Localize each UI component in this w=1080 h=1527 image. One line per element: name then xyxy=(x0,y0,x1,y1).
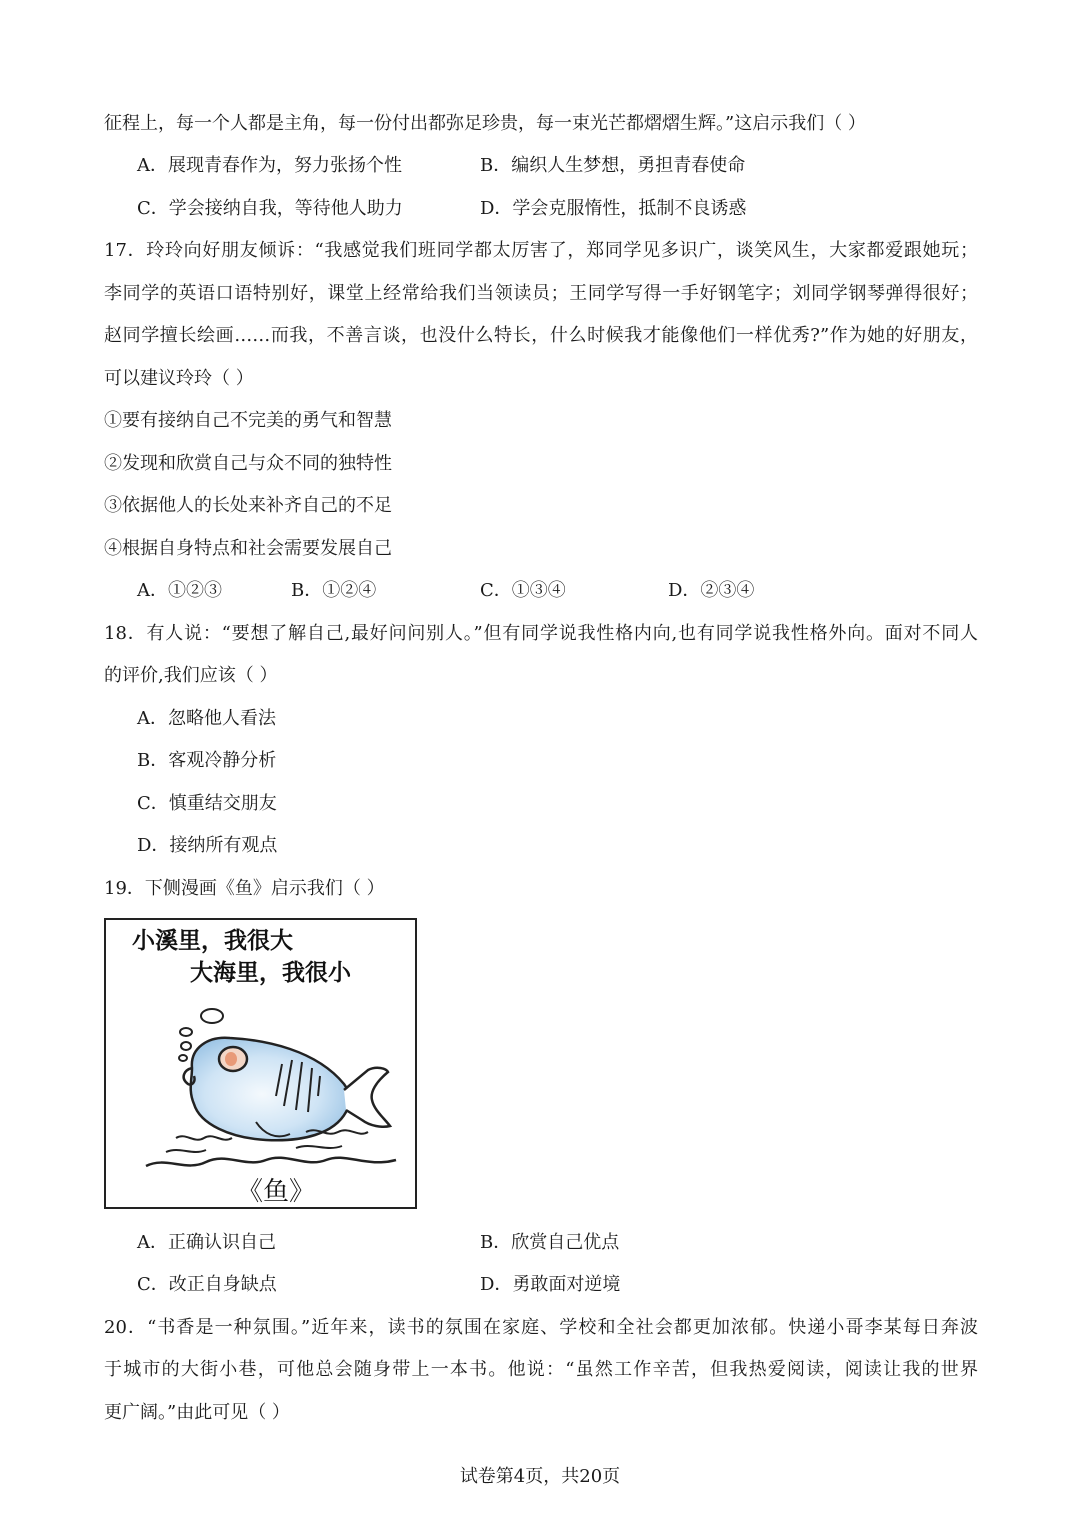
fish-body xyxy=(191,1038,350,1141)
page-footer: 试卷第4页，共20页 xyxy=(459,1466,621,1487)
q17-stem-line: 可以建议玲玲（ ） xyxy=(104,368,254,389)
wave-line xyxy=(166,1150,206,1152)
q17-item-4: ④根据自身特点和社会需要发展自己 xyxy=(104,538,392,559)
q16-option-c[interactable]: C．学会接纳自我，等待他人助力 xyxy=(137,198,403,219)
bubble-icon xyxy=(201,1009,223,1023)
q16-option-b[interactable]: B．编织人生梦想，勇担青春使命 xyxy=(480,155,746,176)
q20-stem-line: 更广阔。”由此可见（ ） xyxy=(104,1402,290,1423)
cartoon-caption-1: 小溪里，我很大 xyxy=(132,928,293,954)
fish-pupil xyxy=(225,1052,237,1066)
q19-option-c[interactable]: C．改正自身缺点 xyxy=(137,1274,277,1295)
q19-stem: 19．下侧漫画《鱼》启示我们（ ） xyxy=(104,878,385,899)
bubble-icon xyxy=(179,1055,187,1061)
wave-line xyxy=(176,1136,232,1139)
q17-stem-line: 17．玲玲向好朋友倾诉：“我感觉我们班同学都太厉害了，郑同学见多识广，谈笑风生，大家都爱跟她玩； xyxy=(104,240,978,261)
bubble-icon xyxy=(180,1028,192,1036)
q18-option-a[interactable]: A．忽略他人看法 xyxy=(137,708,276,729)
cartoon-title: 《鱼》 xyxy=(237,1177,316,1207)
q17-option-b[interactable]: B．①②④ xyxy=(291,580,377,601)
q17-stem-line: 李同学的英语口语特别好，课堂上经常给我们当领读员；王同学写得一手好钢笔字；刘同学钢琴弹得很好； xyxy=(104,283,978,304)
q16-stem: 征程上，每一个人都是主角，每一份付出都弥足珍贵，每一束光芒都熠熠生辉。”这启示我们（ ） xyxy=(104,113,866,134)
q18-option-c[interactable]: C．慎重结交朋友 xyxy=(137,793,277,814)
fish-tail xyxy=(344,1068,390,1127)
q19-option-a[interactable]: A．正确认识自己 xyxy=(137,1232,276,1253)
q17-option-c[interactable]: C．①③④ xyxy=(480,580,566,601)
wave-line xyxy=(146,1158,396,1166)
q18-option-d[interactable]: D．接纳所有观点 xyxy=(137,835,278,856)
q17-option-a[interactable]: A．①②③ xyxy=(137,580,222,601)
q16-option-d[interactable]: D．学会克服惰性，抵制不良诱惑 xyxy=(480,198,747,219)
q17-item-1: ①要有接纳自己不完美的勇气和智慧 xyxy=(104,410,392,431)
wave-line xyxy=(296,1146,342,1148)
fish-cartoon xyxy=(104,918,417,1209)
q17-item-2: ②发现和欣赏自己与众不同的独特性 xyxy=(104,453,392,474)
q16-option-a[interactable]: A．展现青春作为，努力张扬个性 xyxy=(137,155,402,176)
q17-option-d[interactable]: D．②③④ xyxy=(668,580,755,601)
q17-item-3: ③依据他人的长处来补齐自己的不足 xyxy=(104,495,392,516)
q20-stem-line: 20．“书香是一种氛围。”近年来，读书的氛围在家庭、学校和全社会都更加浓郁。快递小哥李某每日奔波 xyxy=(104,1317,978,1338)
q18-stem-line: 的评价,我们应该（ ） xyxy=(104,665,278,686)
cartoon-caption-2: 大海里，我很小 xyxy=(190,960,351,986)
q20-stem-line: 于城市的大街小巷，可他总会随身带上一本书。他说：“虽然工作辛苦，但我热爱阅读，阅读让我的世界 xyxy=(104,1359,978,1380)
q18-option-b[interactable]: B．客观冷静分析 xyxy=(137,750,277,771)
fish-cartoon-drawing xyxy=(106,920,415,1207)
q17-stem-line: 赵同学擅长绘画……而我，不善言谈，也没什么特长，什么时候我才能像他们一样优秀?”作为她的好朋友， xyxy=(104,325,978,346)
q18-stem-line: 18．有人说：“要想了解自己,最好问问别人。”但有同学说我性格内向,也有同学说我性格外向。面对不同人 xyxy=(104,623,978,644)
q19-option-d[interactable]: D．勇敢面对逆境 xyxy=(480,1274,621,1295)
q19-option-b[interactable]: B．欣赏自己优点 xyxy=(480,1232,620,1253)
bubble-icon xyxy=(181,1042,191,1050)
